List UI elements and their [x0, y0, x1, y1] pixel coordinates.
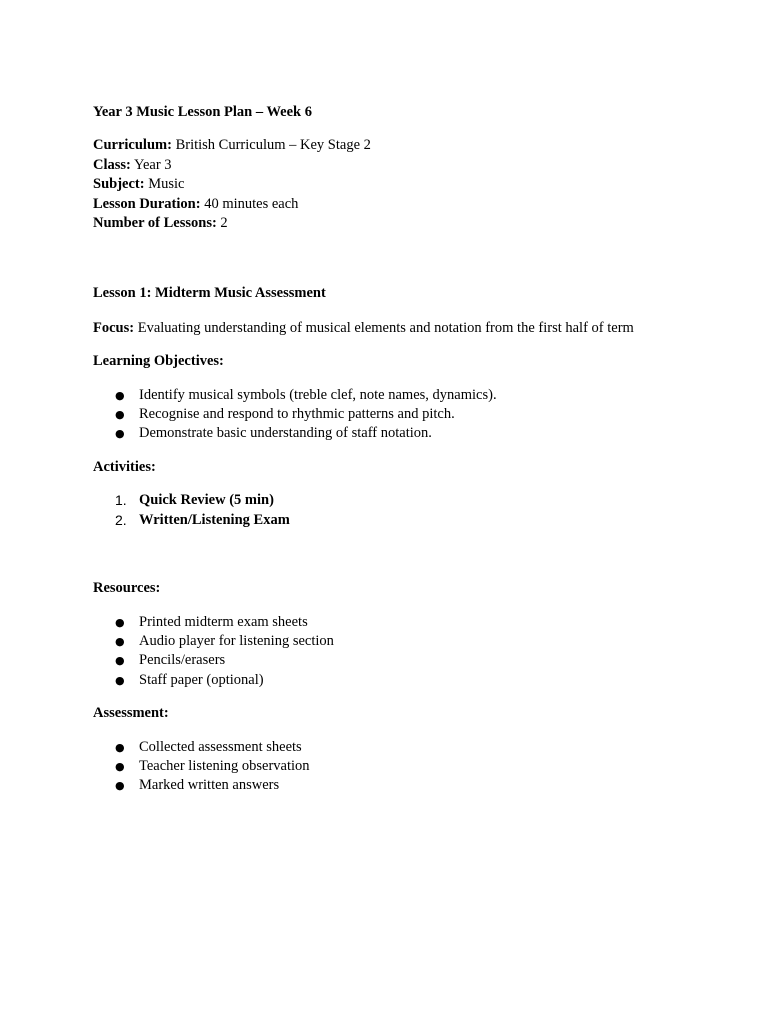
list-number: 1. [115, 492, 127, 509]
list-item [93, 613, 733, 632]
meta-label: Class: [93, 156, 131, 173]
activities-list [93, 491, 733, 530]
meta-value: British Curriculum – Key Stage 2 [171, 137, 371, 154]
meta-label: Curriculum: [93, 137, 172, 154]
meta-subject [93, 175, 733, 194]
meta-value: Music [144, 176, 185, 193]
list-item-text: Quick Review (5 min) [139, 492, 274, 509]
list-item-text: Recognise and respond to rhythmic patterns and pitch. [139, 406, 455, 423]
bullet-icon: ● [115, 634, 125, 648]
list-item [93, 386, 733, 405]
resources-heading: Resources: [93, 580, 161, 597]
meta-value: Year 3 [130, 156, 172, 173]
focus-label: Focus: [93, 319, 135, 336]
list-item [93, 757, 733, 776]
list-item-text: Demonstrate basic understanding of staff notation. [139, 425, 432, 442]
meta-class [93, 156, 733, 175]
list-item [93, 776, 733, 795]
lesson-meta [93, 136, 733, 233]
list-item [93, 424, 733, 443]
bullet-icon: ● [115, 673, 125, 687]
meta-number-of-lessons [93, 214, 733, 233]
lesson-1-title: Lesson 1: Midterm Music Assessment [93, 285, 326, 302]
bullet-icon: ● [115, 408, 125, 422]
assessment-heading: Assessment: [93, 705, 169, 722]
list-item-text: Pencils/erasers [139, 652, 226, 669]
list-item-text: Teacher listening observation [139, 757, 310, 774]
bullet-icon: ● [115, 779, 125, 793]
objectives-heading: Learning Objectives: [93, 353, 224, 370]
lesson-focus [93, 319, 733, 338]
bullet-icon: ● [115, 740, 125, 754]
meta-lesson-duration [93, 195, 733, 214]
activities-heading: Activities: [93, 458, 156, 475]
list-item [93, 491, 733, 510]
document-title: Year 3 Music Lesson Plan – Week 6 [93, 104, 312, 120]
bullet-icon: ● [115, 615, 125, 629]
list-item-text: Written/Listening Exam [139, 511, 290, 528]
focus-text: Evaluating understanding of musical elements and notation from the first half of term [134, 319, 634, 336]
meta-label: Lesson Duration: [93, 195, 201, 212]
meta-value: 2 [216, 215, 228, 232]
meta-label: Number of Lessons: [93, 215, 217, 232]
list-item-text: Staff paper (optional) [139, 671, 264, 688]
bullet-icon: ● [115, 388, 125, 402]
list-item-text: Audio player for listening section [139, 632, 334, 649]
list-item [93, 738, 733, 757]
list-item-text: Collected assessment sheets [139, 738, 302, 755]
assessment-list [93, 738, 733, 796]
resources-list [93, 613, 733, 691]
list-item-text: Marked written answers [139, 777, 280, 794]
meta-label: Subject: [93, 176, 145, 193]
meta-curriculum [93, 136, 733, 155]
list-item [93, 511, 733, 530]
bullet-icon: ● [115, 427, 125, 441]
meta-value: 40 minutes each [200, 195, 299, 212]
list-number: 2. [115, 511, 127, 528]
list-item [93, 671, 733, 690]
list-item-text: Identify musical symbols (treble clef, note names, dynamics). [139, 386, 497, 403]
bullet-icon: ● [115, 654, 125, 668]
list-item [93, 632, 733, 651]
document-page [93, 103, 733, 796]
bullet-icon: ● [115, 759, 125, 773]
list-item-text: Printed midterm exam sheets [139, 613, 308, 630]
list-item [93, 405, 733, 424]
list-item [93, 651, 733, 670]
objectives-list [93, 386, 733, 444]
